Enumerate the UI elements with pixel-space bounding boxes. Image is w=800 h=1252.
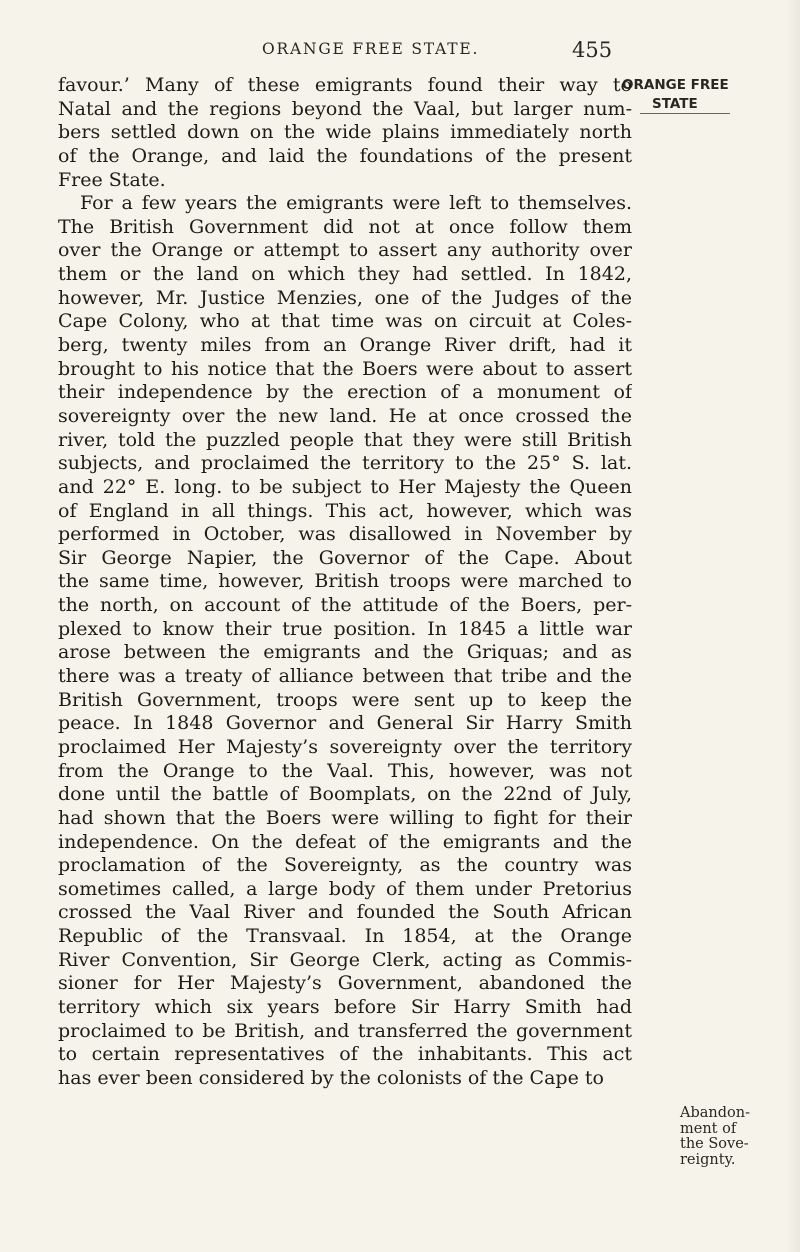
margin-note-line: Abandon- <box>680 1105 750 1121</box>
margin-note-line: reignty. <box>680 1151 736 1168</box>
margin-note <box>680 1106 790 1168</box>
body-line: Natal and the regions beyond the Vaal, but larger num- <box>58 97 632 120</box>
body-line: and 22° E. long. to be subject to Her Majesty the Queen <box>58 475 632 498</box>
body-line: done until the battle of Boomplats, on the 22nd of July, <box>58 783 632 806</box>
body-line: of the Orange, and laid the foundations of the present <box>58 144 632 167</box>
running-title: ORANGE FREE STATE. <box>262 40 480 58</box>
body-line: proclamation of the Sovereignty, as the country was <box>58 854 632 877</box>
body-line: Cape Colony, who at that time was on circuit at Coles- <box>58 310 632 333</box>
margin-note-line: the Sove- <box>680 1136 749 1153</box>
body-line: the north, on account of the attitude of the Boers, per- <box>58 594 632 617</box>
body-line: territory which six years before Sir Harry Smith had <box>58 995 632 1018</box>
body-line: sovereignty over the new land. He at once crossed the <box>58 404 632 427</box>
body-line: proclaimed Her Majesty’s sovereignty over the territory <box>58 735 632 758</box>
body-line: For a few years the emigrants were left to themselves. <box>80 192 632 215</box>
body-line: brought to his notice that the Boers were about to assert <box>58 357 632 380</box>
body-line: of England in all things. This act, however, which was <box>58 499 632 522</box>
body-line: plexed to know their true position. In 1845 a little war <box>58 617 632 640</box>
body-line: Republic of the Transvaal. In 1854, at the Orange <box>58 925 632 948</box>
body-line: there was a treaty of alliance between that tribe and the <box>58 665 632 688</box>
body-line: the same time, however, British troops were marched to <box>58 570 632 593</box>
body-line: sioner for Her Majesty’s Government, abandoned the <box>58 972 632 995</box>
body-line: to certain representatives of the inhabitants. This act <box>58 1043 632 1066</box>
body-line: subjects, and proclaimed the territory to the 25° S. lat. <box>58 452 632 475</box>
body-line: however, Mr. Justice Menzies, one of the Judges of the <box>58 286 632 309</box>
body-line: British Government, troops were sent up to keep the <box>58 688 632 711</box>
body-line: had shown that the Boers were willing to fight for their <box>58 806 632 829</box>
body-line: favour.’ Many of these emigrants found their way to <box>58 74 632 96</box>
body-line: peace. In 1848 Governor and General Sir Harry Smith <box>58 712 632 735</box>
page-edge-shadow <box>786 0 800 1252</box>
body-line: proclaimed to be British, and transferred the government <box>58 1019 632 1042</box>
body-line: their independence by the erection of a monument of <box>58 381 632 404</box>
body-line: from the Orange to the Vaal. This, however, was not <box>58 759 632 782</box>
side-heading-line-2: STATE <box>652 96 698 112</box>
body-line: them or the land on which they had settled. In 1842, <box>58 263 632 286</box>
body-line: independence. On the defeat of the emigrants and the <box>58 830 632 853</box>
body-line: River Convention, Sir George Clerk, acting as Commis- <box>58 948 632 971</box>
side-heading-line-1: ORANGE FREE <box>622 77 729 93</box>
margin-note-line: ment of <box>680 1120 737 1137</box>
side-heading <box>622 76 762 114</box>
body-text <box>58 74 632 1091</box>
body-line: The British Government did not at once follow them <box>58 215 632 238</box>
body-line: sometimes called, a large body of them under Pretorius <box>58 877 632 900</box>
side-heading-rule <box>640 113 730 114</box>
body-line: has ever been considered by the colonists of the Cape to <box>58 1066 604 1089</box>
page-number: 455 <box>572 38 613 62</box>
body-line: berg, twenty miles from an Orange River drift, had it <box>58 334 632 357</box>
body-line: bers settled down on the wide plains immediately north <box>58 121 632 144</box>
body-line: arose between the emigrants and the Griquas; and as <box>58 641 632 664</box>
body-line: Sir George Napier, the Governor of the Cape. About <box>58 546 632 569</box>
body-line: performed in October, was disallowed in November by <box>58 523 632 546</box>
body-line: crossed the Vaal River and founded the South African <box>58 901 632 924</box>
body-line: Free State. <box>58 168 166 191</box>
body-line: over the Orange or attempt to assert any authority over <box>58 239 632 262</box>
body-line: river, told the puzzled people that they were still British <box>58 428 632 451</box>
